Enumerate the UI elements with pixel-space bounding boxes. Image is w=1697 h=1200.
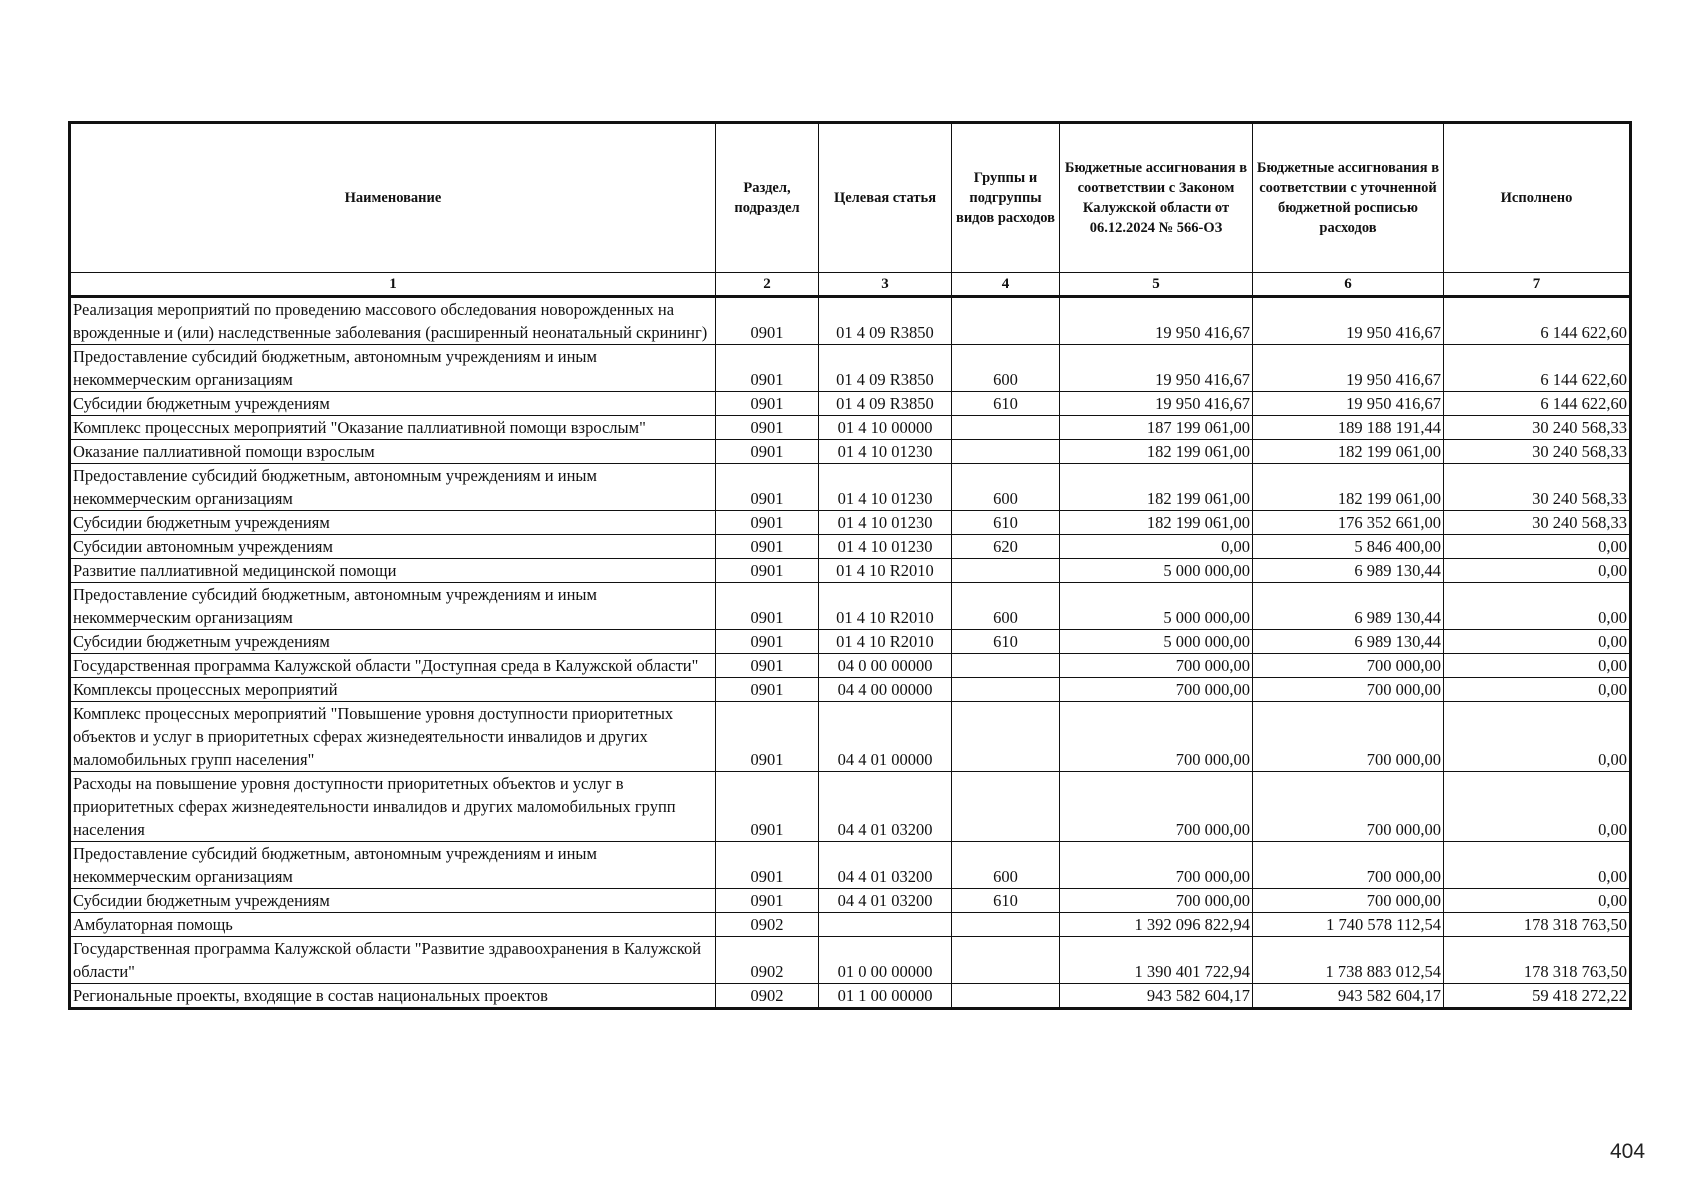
row-name: Субсидии автономным учреждениям <box>70 535 716 559</box>
table-row <box>70 464 1631 511</box>
row-target-article: 04 4 01 00000 <box>819 702 952 772</box>
row-refined-amount: 700 000,00 <box>1253 654 1444 678</box>
table-row <box>70 772 1631 842</box>
row-expense-group <box>952 416 1060 440</box>
row-target-article: 01 0 00 00000 <box>819 937 952 984</box>
row-expense-group <box>952 678 1060 702</box>
column-number: 1 <box>70 273 716 297</box>
row-expense-group <box>952 984 1060 1009</box>
row-name: Субсидии бюджетным учреждениям <box>70 630 716 654</box>
row-law-amount: 19 950 416,67 <box>1060 345 1253 392</box>
row-name: Развитие паллиативной медицинской помощи <box>70 559 716 583</box>
row-law-amount: 5 000 000,00 <box>1060 583 1253 630</box>
row-name: Региональные проекты, входящие в состав национальных проектов <box>70 984 716 1009</box>
row-target-article: 01 4 10 01230 <box>819 464 952 511</box>
row-target-article: 01 4 09 R3850 <box>819 392 952 416</box>
table-row <box>70 345 1631 392</box>
row-executed-amount: 59 418 272,22 <box>1444 984 1631 1009</box>
row-law-amount: 0,00 <box>1060 535 1253 559</box>
row-expense-group <box>952 702 1060 772</box>
row-section: 0901 <box>716 772 819 842</box>
table-row <box>70 559 1631 583</box>
row-executed-amount: 178 318 763,50 <box>1444 913 1631 937</box>
row-law-amount: 182 199 061,00 <box>1060 464 1253 511</box>
table-row <box>70 937 1631 984</box>
row-target-article: 01 4 10 00000 <box>819 416 952 440</box>
row-executed-amount: 0,00 <box>1444 702 1631 772</box>
row-law-amount: 943 582 604,17 <box>1060 984 1253 1009</box>
row-name: Комплексы процессных мероприятий <box>70 678 716 702</box>
header-name: Наименование <box>70 123 716 273</box>
row-refined-amount: 182 199 061,00 <box>1253 440 1444 464</box>
row-refined-amount: 1 740 578 112,54 <box>1253 913 1444 937</box>
row-refined-amount: 700 000,00 <box>1253 842 1444 889</box>
row-refined-amount: 182 199 061,00 <box>1253 464 1444 511</box>
row-target-article: 04 4 00 00000 <box>819 678 952 702</box>
row-name: Государственная программа Калужской области "Развитие здравоохранения в Калужской области" <box>70 937 716 984</box>
row-target-article: 01 4 10 R2010 <box>819 559 952 583</box>
row-section: 0902 <box>716 984 819 1009</box>
row-target-article: 01 4 10 R2010 <box>819 583 952 630</box>
table-row <box>70 889 1631 913</box>
row-expense-group <box>952 297 1060 345</box>
row-expense-group: 600 <box>952 583 1060 630</box>
row-law-amount: 700 000,00 <box>1060 889 1253 913</box>
row-law-amount: 19 950 416,67 <box>1060 392 1253 416</box>
table-row <box>70 535 1631 559</box>
row-target-article: 01 1 00 00000 <box>819 984 952 1009</box>
table-row <box>70 583 1631 630</box>
row-target-article: 04 4 01 03200 <box>819 772 952 842</box>
table-row <box>70 654 1631 678</box>
row-law-amount: 700 000,00 <box>1060 772 1253 842</box>
header-refined-allocations: Бюджетные ассигнования в соответствии с уточненной бюджетной росписью расходов <box>1253 123 1444 273</box>
row-name: Реализация мероприятий по проведению массового обследования новорожденных на врожденные и (или) наследственные заболевания (расширенный неонатальный скрининг) <box>70 297 716 345</box>
row-refined-amount: 6 989 130,44 <box>1253 630 1444 654</box>
row-executed-amount: 6 144 622,60 <box>1444 297 1631 345</box>
header-row <box>70 123 1631 273</box>
row-section: 0901 <box>716 654 819 678</box>
table-row <box>70 297 1631 345</box>
row-target-article: 04 0 00 00000 <box>819 654 952 678</box>
row-executed-amount: 0,00 <box>1444 678 1631 702</box>
row-executed-amount: 0,00 <box>1444 630 1631 654</box>
row-section: 0901 <box>716 416 819 440</box>
table-row <box>70 392 1631 416</box>
row-target-article: 01 4 09 R3850 <box>819 297 952 345</box>
header-executed: Исполнено <box>1444 123 1631 273</box>
row-executed-amount: 0,00 <box>1444 889 1631 913</box>
row-section: 0901 <box>716 583 819 630</box>
row-name: Предоставление субсидий бюджетным, автономным учреждениям и иным некоммерческим организациям <box>70 345 716 392</box>
row-section: 0901 <box>716 440 819 464</box>
row-section: 0901 <box>716 678 819 702</box>
row-name: Предоставление субсидий бюджетным, автономным учреждениям и иным некоммерческим организациям <box>70 464 716 511</box>
row-expense-group <box>952 913 1060 937</box>
table-row <box>70 913 1631 937</box>
header-law-allocations: Бюджетные ассигнования в соответствии с Законом Калужской области от 06.12.2024 № 566-ОЗ <box>1060 123 1253 273</box>
row-law-amount: 5 000 000,00 <box>1060 559 1253 583</box>
row-name: Государственная программа Калужской области "Доступная среда в Калужской области" <box>70 654 716 678</box>
budget-table <box>68 121 1632 1010</box>
row-law-amount: 187 199 061,00 <box>1060 416 1253 440</box>
row-executed-amount: 0,00 <box>1444 559 1631 583</box>
row-section: 0901 <box>716 345 819 392</box>
row-executed-amount: 6 144 622,60 <box>1444 345 1631 392</box>
row-refined-amount: 19 950 416,67 <box>1253 392 1444 416</box>
row-target-article: 01 4 10 R2010 <box>819 630 952 654</box>
row-refined-amount: 1 738 883 012,54 <box>1253 937 1444 984</box>
row-law-amount: 19 950 416,67 <box>1060 297 1253 345</box>
row-law-amount: 700 000,00 <box>1060 842 1253 889</box>
column-number: 2 <box>716 273 819 297</box>
column-number: 7 <box>1444 273 1631 297</box>
row-refined-amount: 5 846 400,00 <box>1253 535 1444 559</box>
row-section: 0901 <box>716 297 819 345</box>
row-refined-amount: 700 000,00 <box>1253 889 1444 913</box>
row-name: Оказание паллиативной помощи взрослым <box>70 440 716 464</box>
header-expense-groups: Группы и подгруппы видов расходов <box>952 123 1060 273</box>
row-executed-amount: 0,00 <box>1444 535 1631 559</box>
column-number: 3 <box>819 273 952 297</box>
table-row <box>70 440 1631 464</box>
row-section: 0902 <box>716 913 819 937</box>
row-expense-group: 610 <box>952 889 1060 913</box>
table-row <box>70 416 1631 440</box>
row-target-article: 04 4 01 03200 <box>819 842 952 889</box>
row-executed-amount: 178 318 763,50 <box>1444 937 1631 984</box>
row-executed-amount: 30 240 568,33 <box>1444 440 1631 464</box>
row-law-amount: 700 000,00 <box>1060 678 1253 702</box>
header-section: Раздел, подраздел <box>716 123 819 273</box>
row-executed-amount: 0,00 <box>1444 583 1631 630</box>
row-refined-amount: 19 950 416,67 <box>1253 297 1444 345</box>
row-section: 0901 <box>716 559 819 583</box>
row-law-amount: 700 000,00 <box>1060 654 1253 678</box>
row-name: Предоставление субсидий бюджетным, автономным учреждениям и иным некоммерческим организациям <box>70 842 716 889</box>
row-section: 0901 <box>716 392 819 416</box>
row-section: 0902 <box>716 937 819 984</box>
row-refined-amount: 700 000,00 <box>1253 702 1444 772</box>
row-name: Субсидии бюджетным учреждениям <box>70 392 716 416</box>
row-section: 0901 <box>716 464 819 511</box>
row-expense-group: 600 <box>952 842 1060 889</box>
row-section: 0901 <box>716 630 819 654</box>
row-executed-amount: 30 240 568,33 <box>1444 464 1631 511</box>
row-expense-group <box>952 440 1060 464</box>
table-row <box>70 678 1631 702</box>
row-expense-group: 600 <box>952 464 1060 511</box>
column-numbers-row <box>70 273 1631 297</box>
row-target-article: 01 4 10 01230 <box>819 511 952 535</box>
row-law-amount: 182 199 061,00 <box>1060 440 1253 464</box>
row-section: 0901 <box>716 535 819 559</box>
row-name: Субсидии бюджетным учреждениям <box>70 511 716 535</box>
row-law-amount: 5 000 000,00 <box>1060 630 1253 654</box>
row-refined-amount: 176 352 661,00 <box>1253 511 1444 535</box>
table-row <box>70 630 1631 654</box>
row-target-article <box>819 913 952 937</box>
row-expense-group: 610 <box>952 511 1060 535</box>
row-target-article: 04 4 01 03200 <box>819 889 952 913</box>
row-section: 0901 <box>716 511 819 535</box>
row-name: Амбулаторная помощь <box>70 913 716 937</box>
table-row <box>70 511 1631 535</box>
row-executed-amount: 6 144 622,60 <box>1444 392 1631 416</box>
table-row <box>70 702 1631 772</box>
row-executed-amount: 0,00 <box>1444 772 1631 842</box>
row-executed-amount: 30 240 568,33 <box>1444 416 1631 440</box>
row-section: 0901 <box>716 702 819 772</box>
row-name: Расходы на повышение уровня доступности приоритетных объектов и услуг в приоритетных сферах жизнедеятельности инвалидов и других маломобильных групп населения <box>70 772 716 842</box>
row-refined-amount: 19 950 416,67 <box>1253 345 1444 392</box>
row-refined-amount: 189 188 191,44 <box>1253 416 1444 440</box>
row-refined-amount: 6 989 130,44 <box>1253 583 1444 630</box>
row-target-article: 01 4 10 01230 <box>819 440 952 464</box>
row-law-amount: 182 199 061,00 <box>1060 511 1253 535</box>
table-row <box>70 842 1631 889</box>
column-number: 6 <box>1253 273 1444 297</box>
row-refined-amount: 943 582 604,17 <box>1253 984 1444 1009</box>
row-expense-group: 600 <box>952 345 1060 392</box>
table-row <box>70 984 1631 1009</box>
row-target-article: 01 4 09 R3850 <box>819 345 952 392</box>
row-law-amount: 700 000,00 <box>1060 702 1253 772</box>
row-expense-group <box>952 559 1060 583</box>
row-target-article: 01 4 10 01230 <box>819 535 952 559</box>
page-number: 404 <box>1610 1140 1646 1163</box>
row-name: Комплекс процессных мероприятий "Оказание паллиативной помощи взрослым" <box>70 416 716 440</box>
row-expense-group: 610 <box>952 392 1060 416</box>
row-law-amount: 1 390 401 722,94 <box>1060 937 1253 984</box>
row-refined-amount: 700 000,00 <box>1253 678 1444 702</box>
row-expense-group: 620 <box>952 535 1060 559</box>
column-number: 5 <box>1060 273 1253 297</box>
row-expense-group: 610 <box>952 630 1060 654</box>
row-expense-group <box>952 654 1060 678</box>
row-expense-group <box>952 772 1060 842</box>
row-section: 0901 <box>716 889 819 913</box>
row-expense-group <box>952 937 1060 984</box>
row-name: Предоставление субсидий бюджетным, автономным учреждениям и иным некоммерческим организациям <box>70 583 716 630</box>
column-number: 4 <box>952 273 1060 297</box>
row-law-amount: 1 392 096 822,94 <box>1060 913 1253 937</box>
row-name: Субсидии бюджетным учреждениям <box>70 889 716 913</box>
table-body <box>70 297 1631 1009</box>
row-refined-amount: 6 989 130,44 <box>1253 559 1444 583</box>
row-executed-amount: 0,00 <box>1444 842 1631 889</box>
row-section: 0901 <box>716 842 819 889</box>
row-name: Комплекс процессных мероприятий "Повышение уровня доступности приоритетных объектов и услуг в приоритетных сферах жизнедеятельности инвалидов и других маломобильных групп населения" <box>70 702 716 772</box>
header-target-article: Целевая статья <box>819 123 952 273</box>
row-executed-amount: 0,00 <box>1444 654 1631 678</box>
row-executed-amount: 30 240 568,33 <box>1444 511 1631 535</box>
row-refined-amount: 700 000,00 <box>1253 772 1444 842</box>
